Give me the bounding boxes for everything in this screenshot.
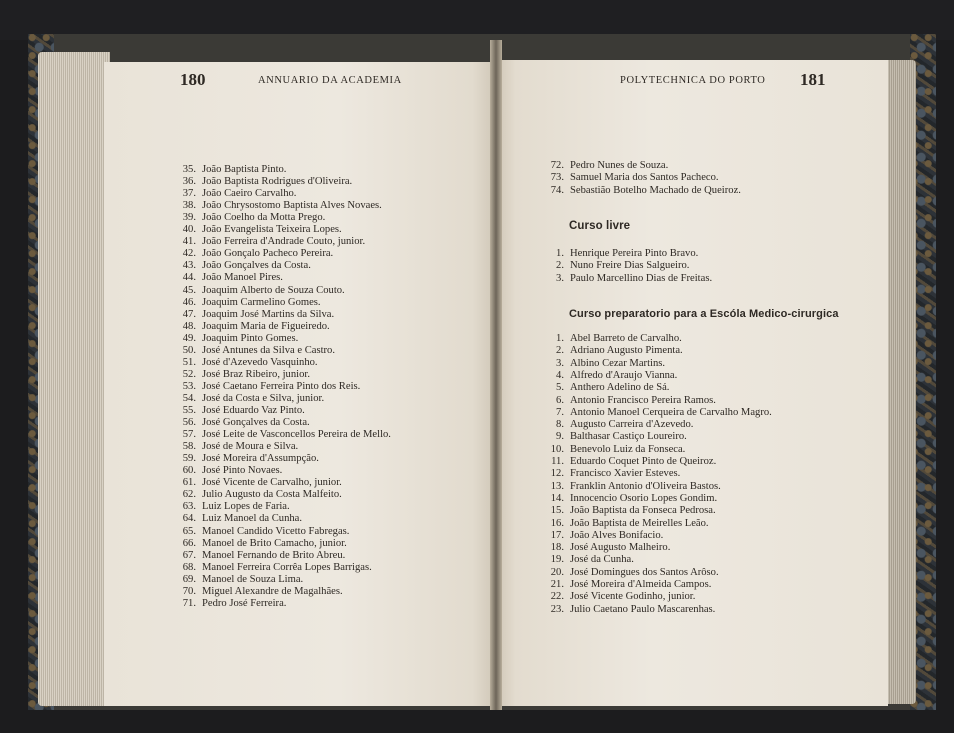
entry-number: 39. — [182, 212, 196, 224]
entry-number: 22. — [550, 591, 564, 603]
list-item — [172, 513, 302, 525]
entry-number: 72. — [550, 160, 564, 171]
list-item — [540, 185, 741, 197]
entry-number: 69. — [182, 573, 196, 585]
list-item — [540, 604, 715, 616]
entry-number: 67. — [182, 549, 196, 561]
entry-name: Samuel Maria dos Santos Pacheco. — [570, 172, 719, 184]
entry-name: João Baptista Pinto. — [202, 164, 287, 175]
list-item — [172, 441, 298, 453]
list-item — [540, 468, 680, 480]
entry-name: João Gonçalo Pacheco Pereira. — [202, 248, 334, 260]
entry-name: Adriano Augusto Pimenta. — [570, 345, 683, 357]
list-item — [172, 248, 333, 260]
entry-name: Manoel Fernando de Brito Abreu. — [202, 549, 346, 561]
list-item — [540, 505, 716, 517]
entry-name: Abel Barreto de Carvalho. — [570, 333, 682, 344]
entry-number: 41. — [182, 236, 196, 248]
entry-number: 59. — [182, 453, 196, 465]
list-item — [540, 260, 689, 272]
list-item — [172, 526, 349, 538]
entry-name: José Antunes da Silva e Castro. — [202, 344, 335, 356]
entry-name: Luiz Manoel da Cunha. — [202, 513, 303, 525]
entry-number: 47. — [182, 308, 196, 320]
list-item — [540, 591, 695, 603]
entry-name: José Braz Ribeiro, junior. — [202, 368, 310, 380]
entry-number: 7. — [556, 406, 564, 418]
list-item — [172, 562, 372, 574]
entry-number: 58. — [182, 441, 196, 453]
entry-number: 19. — [550, 554, 564, 566]
list-item — [540, 395, 716, 407]
list-item — [172, 489, 342, 501]
entry-name: Miguel Alexandre de Magalhães. — [202, 585, 343, 597]
entry-number: 5. — [556, 382, 564, 394]
entry-name: José Leite de Vasconcellos Pereira de Mello. — [202, 429, 391, 441]
list-item — [172, 586, 343, 598]
list-item — [172, 176, 352, 188]
entry-name: João Baptista Rodrigues d'Oliveira. — [202, 176, 353, 188]
entry-name: João Ferreira d'Andrade Couto, junior. — [202, 236, 366, 248]
entry-name: José da Costa e Silva, junior. — [202, 392, 325, 404]
entry-name: Antonio Manoel Cerqueira de Carvalho Magro. — [570, 406, 772, 418]
entry-number: 73. — [550, 172, 564, 184]
list-item — [172, 574, 303, 586]
list-item — [172, 598, 286, 610]
entry-number: 64. — [182, 513, 196, 525]
entry-name: José Eduardo Vaz Pinto. — [202, 405, 305, 416]
entry-number: 21. — [550, 579, 564, 590]
entry-number: 40. — [182, 224, 196, 236]
entry-number: 46. — [182, 296, 196, 308]
list-item — [172, 429, 391, 441]
entry-name: José Pinto Novaes. — [202, 465, 283, 477]
entry-name: Joaquim Carmelino Gomes. — [202, 296, 321, 308]
list-item — [172, 538, 347, 550]
entry-name: Nuno Freire Dias Salgueiro. — [570, 260, 690, 272]
entry-name: João Caeiro Carvalho. — [202, 188, 297, 200]
entry-number: 2. — [556, 345, 564, 357]
entry-number: 37. — [182, 188, 196, 200]
entry-name: Joaquim Alberto de Souza Couto. — [202, 284, 345, 296]
page-edges-left — [38, 52, 110, 706]
entry-name: Joaquim José Martins da Silva. — [202, 308, 335, 320]
entry-number: 52. — [182, 368, 196, 380]
entry-number: 74. — [550, 184, 564, 196]
entry-name: Manoel Candido Vicetto Fabregas. — [202, 525, 350, 537]
list-item — [172, 477, 342, 489]
list-item — [540, 530, 663, 542]
entry-name: Augusto Carreira d'Azevedo. — [570, 419, 694, 431]
entry-number: 61. — [182, 477, 196, 489]
entry-number: 1. — [556, 333, 564, 344]
entry-name: João Coelho da Motta Prego. — [202, 212, 326, 224]
entry-number: 20. — [550, 566, 564, 578]
entry-name: João Chrysostomo Baptista Alves Novaes. — [202, 200, 382, 212]
entry-number: 43. — [182, 260, 196, 272]
entry-name: José de Moura e Silva. — [202, 441, 299, 453]
entry-number: 65. — [182, 525, 196, 537]
entry-number: 36. — [182, 176, 196, 188]
list-item — [540, 518, 709, 530]
entry-name: João Evangelista Teixeira Lopes. — [202, 224, 342, 236]
list-item — [172, 417, 310, 429]
entry-number: 6. — [556, 394, 564, 406]
entry-name: José Caetano Ferreira Pinto dos Reis. — [202, 380, 361, 392]
entry-name: Innocencio Osorio Lopes Gondim. — [570, 492, 718, 504]
list-item — [172, 465, 282, 477]
entry-name: Julio Augusto da Costa Malfeito. — [202, 489, 342, 501]
entry-number: 14. — [550, 492, 564, 504]
list-item — [540, 456, 716, 468]
list-item — [540, 172, 719, 184]
entry-number: 66. — [182, 537, 196, 549]
entry-number: 3. — [556, 272, 564, 284]
list-item — [540, 481, 721, 493]
list-item — [540, 567, 719, 579]
entry-number: 38. — [182, 200, 196, 212]
left-page-number: 180 — [180, 70, 206, 89]
list-item — [172, 188, 296, 200]
entry-number: 68. — [182, 561, 196, 573]
entry-name: João Gonçalves da Costa. — [202, 260, 311, 272]
entry-name: Albino Cezar Martins. — [570, 357, 666, 369]
entry-name: Paulo Marcellino Dias de Freitas. — [570, 272, 713, 284]
list-item — [540, 382, 669, 394]
entry-name: José Vicente de Carvalho, junior. — [202, 477, 342, 489]
entry-name: Benevolo Luiz da Fonseca. — [570, 443, 686, 455]
list-item — [540, 345, 683, 357]
entry-number: 13. — [550, 480, 564, 492]
entry-number: 45. — [182, 284, 196, 296]
list-item — [172, 381, 360, 393]
list-item — [172, 212, 325, 224]
entry-name: Joaquim Maria de Figueiredo. — [202, 320, 330, 332]
list-item — [172, 550, 345, 562]
entry-number: 57. — [182, 429, 196, 441]
entry-name: Anthero Adelino de Sá. — [570, 382, 670, 394]
book-gutter — [490, 40, 502, 710]
entry-name: José Gonçalves da Costa. — [202, 417, 310, 429]
entry-name: Eduardo Coquet Pinto de Queiroz. — [570, 456, 717, 467]
list-item — [540, 407, 772, 419]
entry-name: Sebastião Botelho Machado de Queiroz. — [570, 184, 741, 196]
list-item — [172, 309, 334, 321]
entry-name: Manoel de Souza Lima. — [202, 573, 304, 585]
entry-number: 49. — [182, 332, 196, 344]
list-item — [540, 554, 634, 566]
entry-number: 35. — [182, 164, 196, 175]
entry-number: 42. — [182, 248, 196, 260]
entry-name: Francisco Xavier Esteves. — [570, 468, 681, 480]
entry-name: Pedro Nunes de Souza. — [570, 160, 669, 171]
section-heading-curso-preparatorio: Curso preparatorio para a Escóla Medico-cirurgica — [569, 308, 839, 320]
entry-name: Julio Caetano Paulo Mascarenhas. — [570, 603, 716, 615]
list-item — [540, 493, 717, 505]
entry-name: João Baptista da Fonseca Pedrosa. — [570, 505, 716, 517]
list-item — [172, 285, 345, 297]
list-item — [172, 297, 321, 309]
entry-name: José Augusto Malheiro. — [570, 542, 671, 554]
list-item — [172, 224, 342, 236]
list-item — [172, 236, 365, 248]
entry-number: 11. — [551, 456, 564, 467]
entry-name: Luiz Lopes de Faria. — [202, 501, 290, 513]
entry-number: 23. — [550, 603, 564, 615]
entry-number: 10. — [550, 443, 564, 455]
left-page-header — [180, 70, 480, 94]
entry-name: Franklin Antonio d'Oliveira Bastos. — [570, 480, 721, 492]
right-page-number: 181 — [800, 70, 826, 89]
entry-number: 48. — [182, 320, 196, 332]
entry-name: José Moreira d'Almeida Campos. — [570, 579, 712, 590]
entry-name: Henrique Pereira Pinto Bravo. — [570, 248, 699, 259]
list-item — [172, 501, 290, 513]
entry-number: 4. — [556, 369, 564, 381]
entry-name: Manoel de Brito Camacho, junior. — [202, 537, 347, 549]
entry-name: Alfredo d'Araujo Vianna. — [570, 369, 678, 381]
section-heading-curso-livre: Curso livre — [569, 220, 631, 232]
entry-number: 56. — [182, 417, 196, 429]
entry-name: José d'Azevedo Vasquinho. — [202, 356, 318, 368]
entry-number: 50. — [182, 344, 196, 356]
entry-name: João Alves Bonifacio. — [570, 529, 664, 541]
right-running-head: POLYTECHNICA DO PORTO — [620, 75, 766, 86]
list-item — [172, 357, 318, 369]
entry-number: 63. — [182, 501, 196, 513]
list-item — [540, 358, 665, 370]
entry-number: 60. — [182, 465, 196, 477]
entry-number: 16. — [550, 517, 564, 529]
entry-name: Pedro José Ferreira. — [202, 597, 287, 609]
entry-number: 53. — [182, 380, 196, 392]
list-item — [172, 453, 319, 465]
list-item — [540, 248, 698, 260]
entry-number: 51. — [182, 356, 196, 368]
entry-number: 1. — [556, 248, 564, 259]
list-item — [172, 393, 324, 405]
list-item — [172, 333, 298, 345]
entry-number: 71. — [182, 597, 196, 609]
entry-name: Antonio Francisco Pereira Ramos. — [570, 394, 716, 406]
list-item — [172, 369, 310, 381]
entry-number: 70. — [182, 585, 196, 597]
entry-name: José Moreira d'Assumpção. — [202, 453, 319, 465]
list-item — [540, 160, 668, 172]
entry-number: 9. — [556, 431, 564, 443]
entry-number: 55. — [182, 405, 196, 416]
entry-number: 44. — [182, 272, 196, 284]
entry-number: 18. — [550, 542, 564, 554]
right-page-header — [620, 70, 830, 94]
entry-name: João Baptista de Meirelles Leão. — [570, 517, 709, 529]
entry-name: José da Cunha. — [570, 554, 634, 566]
list-item — [172, 164, 286, 176]
entry-number: 12. — [550, 468, 564, 480]
entry-number: 17. — [550, 529, 564, 541]
list-item — [172, 405, 305, 417]
list-item — [172, 345, 335, 357]
list-item — [172, 272, 283, 284]
list-item — [172, 200, 382, 212]
entry-name: Balthasar Castiço Loureiro. — [570, 431, 687, 443]
entry-name: Manoel Ferreira Corrêa Lopes Barrigas. — [202, 561, 372, 573]
entry-number: 8. — [556, 419, 564, 431]
entry-name: Joaquim Pinto Gomes. — [202, 332, 299, 344]
list-item — [172, 321, 330, 333]
list-item — [540, 444, 685, 456]
entry-name: José Domingues dos Santos Arôso. — [570, 566, 719, 578]
list-item — [540, 579, 711, 591]
list-item — [540, 419, 693, 431]
list-item — [540, 431, 687, 443]
entry-name: João Manoel Pires. — [202, 272, 283, 284]
entry-number: 62. — [182, 489, 196, 501]
entry-name: José Vicente Godinho, junior. — [570, 591, 696, 603]
entry-number: 3. — [556, 357, 564, 369]
list-item — [540, 333, 682, 345]
left-running-head: ANNUARIO DA ACADEMIA — [258, 75, 402, 86]
list-item — [540, 370, 677, 382]
entry-number: 2. — [556, 260, 564, 272]
list-item — [540, 542, 670, 554]
list-item — [172, 260, 311, 272]
entry-number: 15. — [550, 505, 564, 517]
entry-number: 54. — [182, 392, 196, 404]
list-item — [540, 273, 712, 285]
